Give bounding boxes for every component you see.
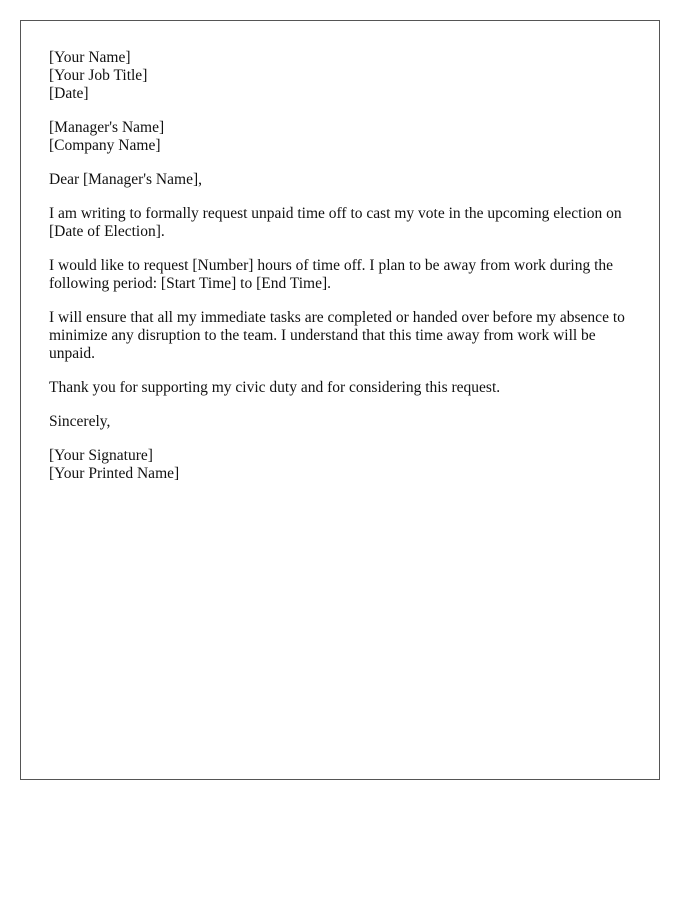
printed-name: [Your Printed Name] bbox=[49, 465, 180, 482]
recipient-block bbox=[49, 119, 639, 155]
body-paragraph-2: I would like to request [Number] hours of time off. I plan to be away from work during the following period: [Start Time] to [End Time]. bbox=[49, 257, 614, 292]
letter-date: [Date] bbox=[49, 85, 89, 102]
closing: Sincerely, bbox=[49, 413, 111, 430]
body-paragraph-1: I am writing to formally request unpaid time off to cast my vote in the upcoming election on [Date of Election]. bbox=[49, 205, 622, 240]
letter-content bbox=[49, 49, 639, 499]
signature-block bbox=[49, 447, 639, 483]
letter-page bbox=[20, 20, 660, 780]
body-paragraph-4: Thank you for supporting my civic duty and for considering this request. bbox=[49, 379, 501, 396]
recipient-company-name: [Company Name] bbox=[49, 137, 161, 154]
salutation: Dear [Manager's Name], bbox=[49, 171, 202, 188]
recipient-manager-name: [Manager's Name] bbox=[49, 119, 165, 136]
signature-line: [Your Signature] bbox=[49, 447, 153, 464]
sender-block bbox=[49, 49, 639, 103]
sender-name: [Your Name] bbox=[49, 49, 131, 66]
sender-job-title: [Your Job Title] bbox=[49, 67, 148, 84]
body-paragraph-3: I will ensure that all my immediate tasks are completed or handed over before my absence to minimize any disruption to the team. I understand that this time away from work will be unpaid. bbox=[49, 309, 625, 362]
